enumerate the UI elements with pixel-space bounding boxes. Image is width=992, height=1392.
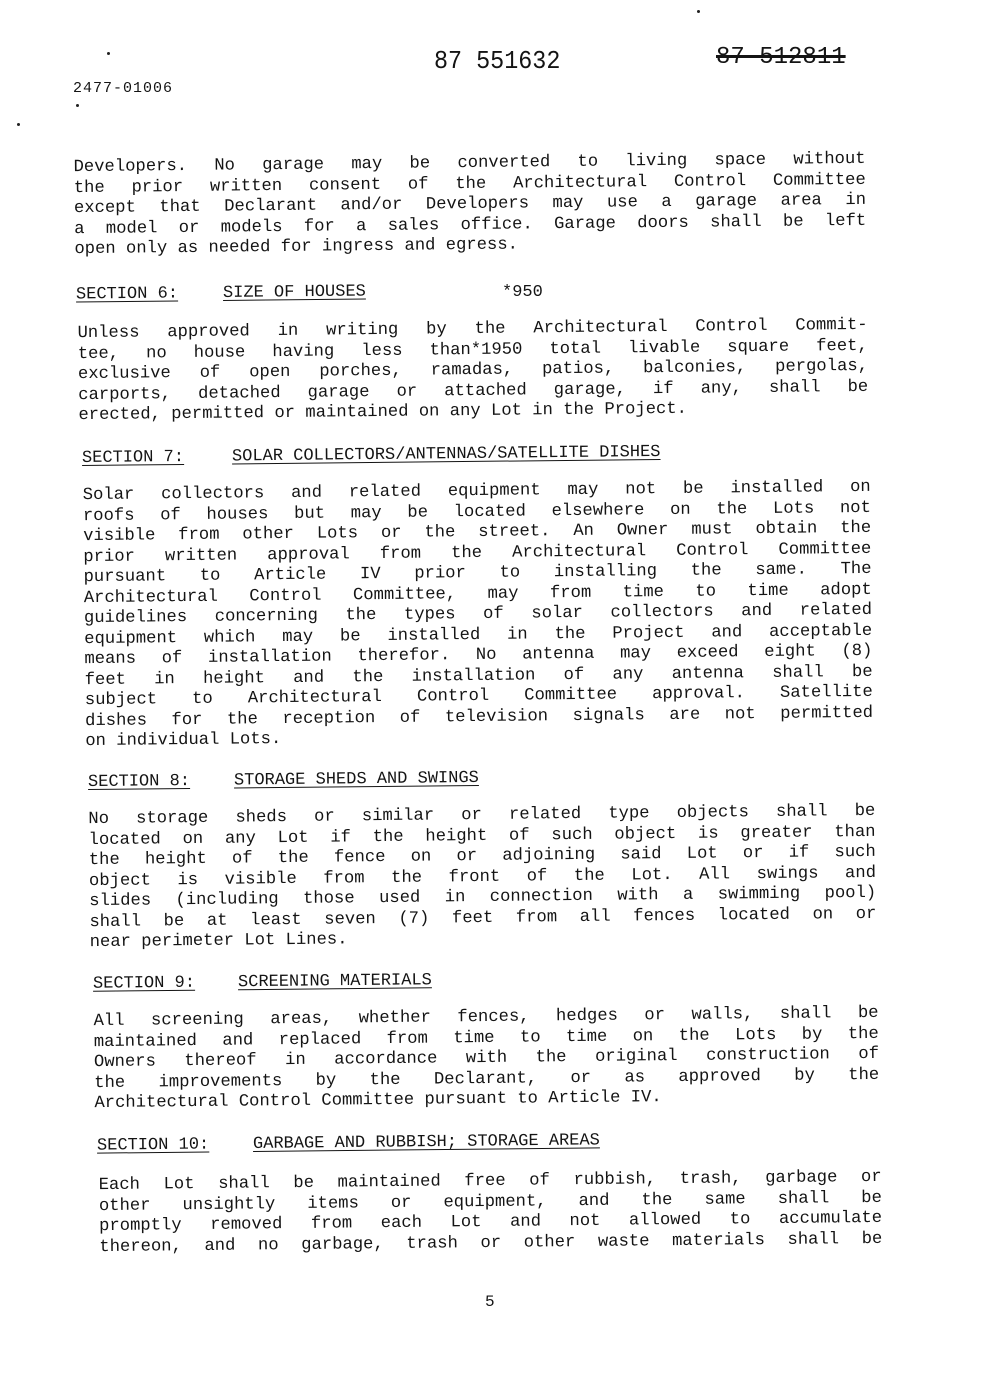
section-label: SECTION 9: (92, 973, 196, 994)
text-line: slides (including those used in connection with a swimming pool) (89, 883, 877, 912)
text-line: dishes for the reception of television signals are not permitted (84, 703, 874, 731)
text-line: guidelines concerning the types of solar collectors and related (83, 600, 873, 629)
text-line: pursuant to Article IV prior to installing the same. The (83, 559, 872, 588)
text-line: prior written approval from the Architectural Control Committee (83, 539, 872, 567)
section-heading-6 (76, 282, 366, 304)
text-line: promptly removed from each Lot and not allowed to accumulate (99, 1208, 883, 1237)
text-line: a model or models for a sales office. Garage doors shall be left (74, 211, 867, 239)
section-title: STORAGE SHEDS AND SWINGS (233, 768, 479, 791)
paragraph-section-9 (93, 1004, 879, 1115)
text-line: erected, permitted or maintained on any Lot in the Project. (78, 399, 688, 426)
text-line: Each Lot shall be maintained free of rubbish, trash, garbage or (98, 1167, 882, 1196)
struck-recording-number: 87 512811 (716, 44, 846, 71)
section-label: SECTION 10: (96, 1135, 210, 1156)
section-heading-10 (97, 1131, 600, 1155)
text-line: other unsightly items or equipment, and the same shall be (98, 1188, 882, 1216)
text-line: roofs of houses but may be located elsewhere on the Lots not (82, 498, 871, 526)
paragraph-continuation (73, 150, 866, 261)
section-title: SIZE OF HOUSES (222, 282, 366, 303)
text-line: located on any Lot if the height of such object is greater than (88, 822, 876, 850)
page-number: 5 (485, 1293, 495, 1311)
scan-speck (17, 123, 20, 126)
text-line: subject to Architectural Control Committee approval. Satellite (84, 682, 873, 711)
text-line: Solar collectors and related equipment may not be installed on (82, 477, 871, 506)
text-line: near perimeter Lot Lines. (89, 930, 348, 953)
section-label: SECTION 7: (81, 447, 185, 469)
text-line: means of installation therefor. No antenna may exceed eight (8) (84, 641, 873, 670)
scan-speck (76, 104, 79, 107)
text-line: Developers. No garage may be converted to living space without (73, 149, 866, 178)
scan-speck (107, 52, 110, 55)
section-title: SOLAR COLLECTORS/ANTENNAS/SATELLITE DISHES (231, 442, 661, 467)
section-label: SECTION 6: (75, 284, 179, 305)
text-line: thereon, and no garbage, trash or other waste materials shall be (99, 1229, 883, 1257)
text-line: exclusive of open porches, ramadas, patios, balconies, pergolas, (77, 356, 869, 385)
text-line: No storage sheds or similar or related type objects shall be (88, 801, 876, 830)
section-title: GARBAGE AND RUBBISH; STORAGE AREAS (252, 1131, 600, 1154)
text-line: visible from other Lots or the street. An Owner must obtain the (83, 518, 872, 547)
text-line: the prior written consent of the Architectural Control Committee (73, 170, 866, 198)
text-line: the improvements by the Declarant, or as approved by the (94, 1065, 880, 1093)
text-line: Unless approved in writing by the Architectural Control Commit- (77, 315, 868, 344)
text-line: Architectural Control Committee, may from time to time adopt (83, 580, 872, 608)
text-line: carports, detached garage or attached garage, if any, shall be (78, 377, 869, 405)
text-line: object is visible from the front of the Lot. All swings and (88, 863, 877, 891)
recording-number: 87 551632 (434, 46, 561, 76)
text-line: shall be at least seven (7) feet from all fences located on or (89, 904, 877, 932)
text-line: feet in height and the installation of any antenna shall be (84, 662, 873, 690)
paragraph-section-10 (99, 1168, 883, 1258)
text-line: maintained and replaced from time to time on the Lots by the (93, 1024, 879, 1052)
paragraph-section-6 (77, 316, 868, 427)
text-line: except that Declarant and/or Developers may use a garage area in (73, 190, 867, 219)
section-label: SECTION 8: (87, 771, 191, 793)
paragraph-section-8 (88, 802, 876, 954)
paragraph-section-7 (83, 478, 874, 753)
text-line: Architectural Control Committee pursuant to Article IV. (94, 1088, 662, 1114)
text-line: on individual Lots. (85, 730, 282, 752)
text-line: tee, no house having less than*1950 total livable square feet, (77, 336, 868, 364)
text-line: the height of the fence on or adjoining said Lot or if such (88, 842, 876, 871)
text-line: open only as needed for ingress and egress. (74, 235, 519, 260)
text-line: Owners thereof in accordance with the original construction of (93, 1044, 880, 1073)
text-line: All screening areas, whether fences, hedges or walls, shall be (93, 1003, 879, 1032)
section-heading-7 (82, 443, 661, 468)
scan-speck (697, 10, 700, 13)
section-heading-9 (93, 971, 432, 994)
handwritten-annotation: *950 (502, 283, 543, 302)
section-heading-8 (88, 769, 479, 792)
text-line: equipment which may be installed in the Project and acceptable (84, 621, 873, 649)
section-title: SCREENING MATERIALS (237, 971, 432, 993)
document-number: 2477-01006 (73, 80, 174, 97)
